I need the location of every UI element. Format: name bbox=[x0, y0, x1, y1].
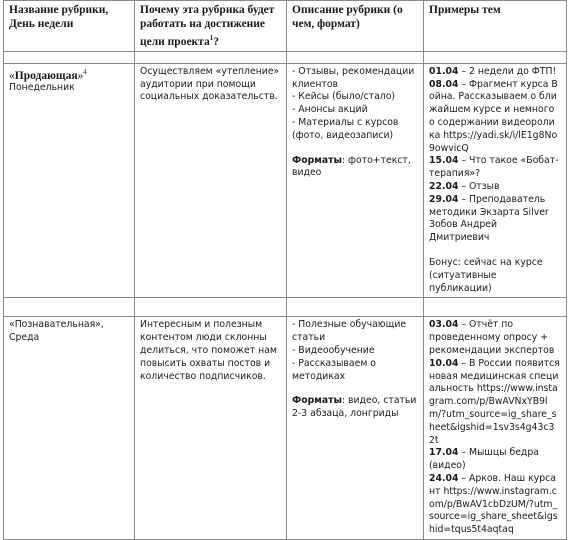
list-item: - Кейсы (было/стало) bbox=[292, 91, 396, 103]
rubric-day: Понедельник bbox=[9, 82, 75, 94]
list-item: - Материалы с курсов (фото, видеозаписи) bbox=[292, 117, 399, 141]
formats-value: : видео, статьи 2-3 абзаца, лонгриды bbox=[292, 395, 417, 420]
spacer-row bbox=[4, 298, 567, 317]
example-date: 22.04 bbox=[429, 181, 459, 192]
header-why bbox=[135, 1, 287, 52]
list-item: - Полезные обучающие статьи bbox=[292, 319, 407, 344]
spacer-row bbox=[4, 51, 567, 63]
example-text: – В России появится новая медицинская специальность https://www.instagram.com/p/BwAVNxYB9lm/?utm_source=ig_share_sheet&igshid=1sv3s4g43c32t bbox=[429, 357, 560, 446]
bonus-note: Бонус: сейчас на курсе (ситуативные публикации) bbox=[429, 256, 543, 294]
header-row bbox=[4, 1, 567, 52]
description-cell bbox=[287, 317, 424, 540]
examples-cell bbox=[424, 317, 567, 540]
example-date: 17.04 bbox=[429, 447, 459, 459]
example-item bbox=[429, 447, 560, 473]
header-why-text: Почему эта рубрика будет работать на достижение цели проекта bbox=[140, 4, 275, 48]
formats-line bbox=[292, 395, 417, 421]
example-date: 01.04 bbox=[429, 65, 459, 77]
example-date: 29.04 bbox=[429, 193, 459, 205]
examples-cell bbox=[424, 63, 567, 298]
header-rubric-name-text: Название рубрики, День недели bbox=[9, 4, 109, 30]
example-item bbox=[429, 181, 560, 194]
quote-open: « bbox=[9, 69, 15, 82]
example-text: – Что такое «Бобат-терапия»? bbox=[429, 155, 559, 180]
table-row bbox=[4, 317, 567, 540]
example-text: – Отзыв bbox=[458, 181, 500, 192]
example-item bbox=[429, 155, 560, 181]
example-item bbox=[429, 358, 560, 448]
rubric-cell bbox=[4, 63, 135, 298]
example-item bbox=[429, 66, 560, 79]
formats-label: Форматы bbox=[292, 395, 342, 407]
header-rubric-name bbox=[4, 1, 135, 52]
formats-value: : фото+текст, видео bbox=[292, 154, 411, 179]
example-date: 15.04 bbox=[429, 155, 459, 167]
example-date: 10.04 bbox=[429, 357, 459, 369]
rubric-cell bbox=[4, 317, 135, 540]
example-item bbox=[429, 79, 560, 156]
example-item bbox=[429, 194, 560, 245]
rubric-name: Продающая bbox=[14, 69, 78, 82]
example-item bbox=[429, 319, 560, 357]
header-description bbox=[287, 1, 424, 52]
why-cell bbox=[135, 317, 287, 540]
description-cell bbox=[287, 63, 424, 298]
header-why-footnote: 1 bbox=[209, 34, 214, 42]
quote-close: » bbox=[77, 69, 84, 82]
example-text: – 2 недели до ФТП! bbox=[458, 65, 557, 77]
list-item: - Рассказываем о методиках bbox=[292, 357, 376, 382]
why-cell bbox=[135, 63, 287, 298]
example-date: 03.04 bbox=[429, 319, 459, 331]
example-item bbox=[429, 473, 560, 537]
list-item: - Отзывы, рекомендации клиентов bbox=[292, 65, 415, 90]
rubric-title: «Познавательная», Среда bbox=[9, 319, 104, 344]
why-text: Осуществляем «утепление» аудитории при помощи социальных доказательств. bbox=[140, 65, 280, 103]
header-examples bbox=[424, 1, 567, 52]
formats-line bbox=[292, 155, 417, 181]
example-text: – Отчёт по проведенному опросу + рекомендации экспертов bbox=[429, 319, 555, 356]
description-list bbox=[292, 66, 417, 143]
table-row bbox=[4, 63, 567, 298]
example-date: 08.04 bbox=[429, 78, 459, 90]
formats-label: Форматы bbox=[292, 154, 342, 166]
example-date: 24.04 bbox=[429, 472, 459, 484]
rubric-footnote: 4 bbox=[83, 67, 87, 76]
example-text: – Преподаватель методики Экзарта Silver Зобов Андрей Дмитриевич bbox=[429, 193, 549, 244]
description-list bbox=[292, 319, 417, 383]
header-description-text: Описание рубрики (о чем, формат) bbox=[292, 4, 403, 30]
example-text: – Фрагмент курса Война. Рассказываем о ближайшем курсе и немного о содержании видеоролика https://yadi.sk/i/lE1g8No9owvicQ bbox=[429, 78, 558, 154]
header-examples-text: Примеры тем bbox=[429, 4, 501, 16]
content-plan-table bbox=[3, 0, 567, 540]
list-item: - Анонсы акций bbox=[292, 104, 368, 116]
rubric-title bbox=[9, 66, 128, 83]
list-item: - Видеообучение bbox=[292, 344, 375, 356]
example-text: – Арков. Наш курсант https://www.instagram.com/p/BwAV1cbDzUM/?utm_source=ig_share_sheet&igshid=tqus5t4aqtaq bbox=[429, 472, 558, 536]
example-text: – Мышцы бедра (видео) bbox=[429, 447, 539, 472]
header-why-suffix: ? bbox=[213, 35, 219, 48]
why-text: Интересным и полезным контентом люди склонны делиться, что поможет нам повысить охваты постов и количество подписчиков. bbox=[140, 319, 277, 382]
